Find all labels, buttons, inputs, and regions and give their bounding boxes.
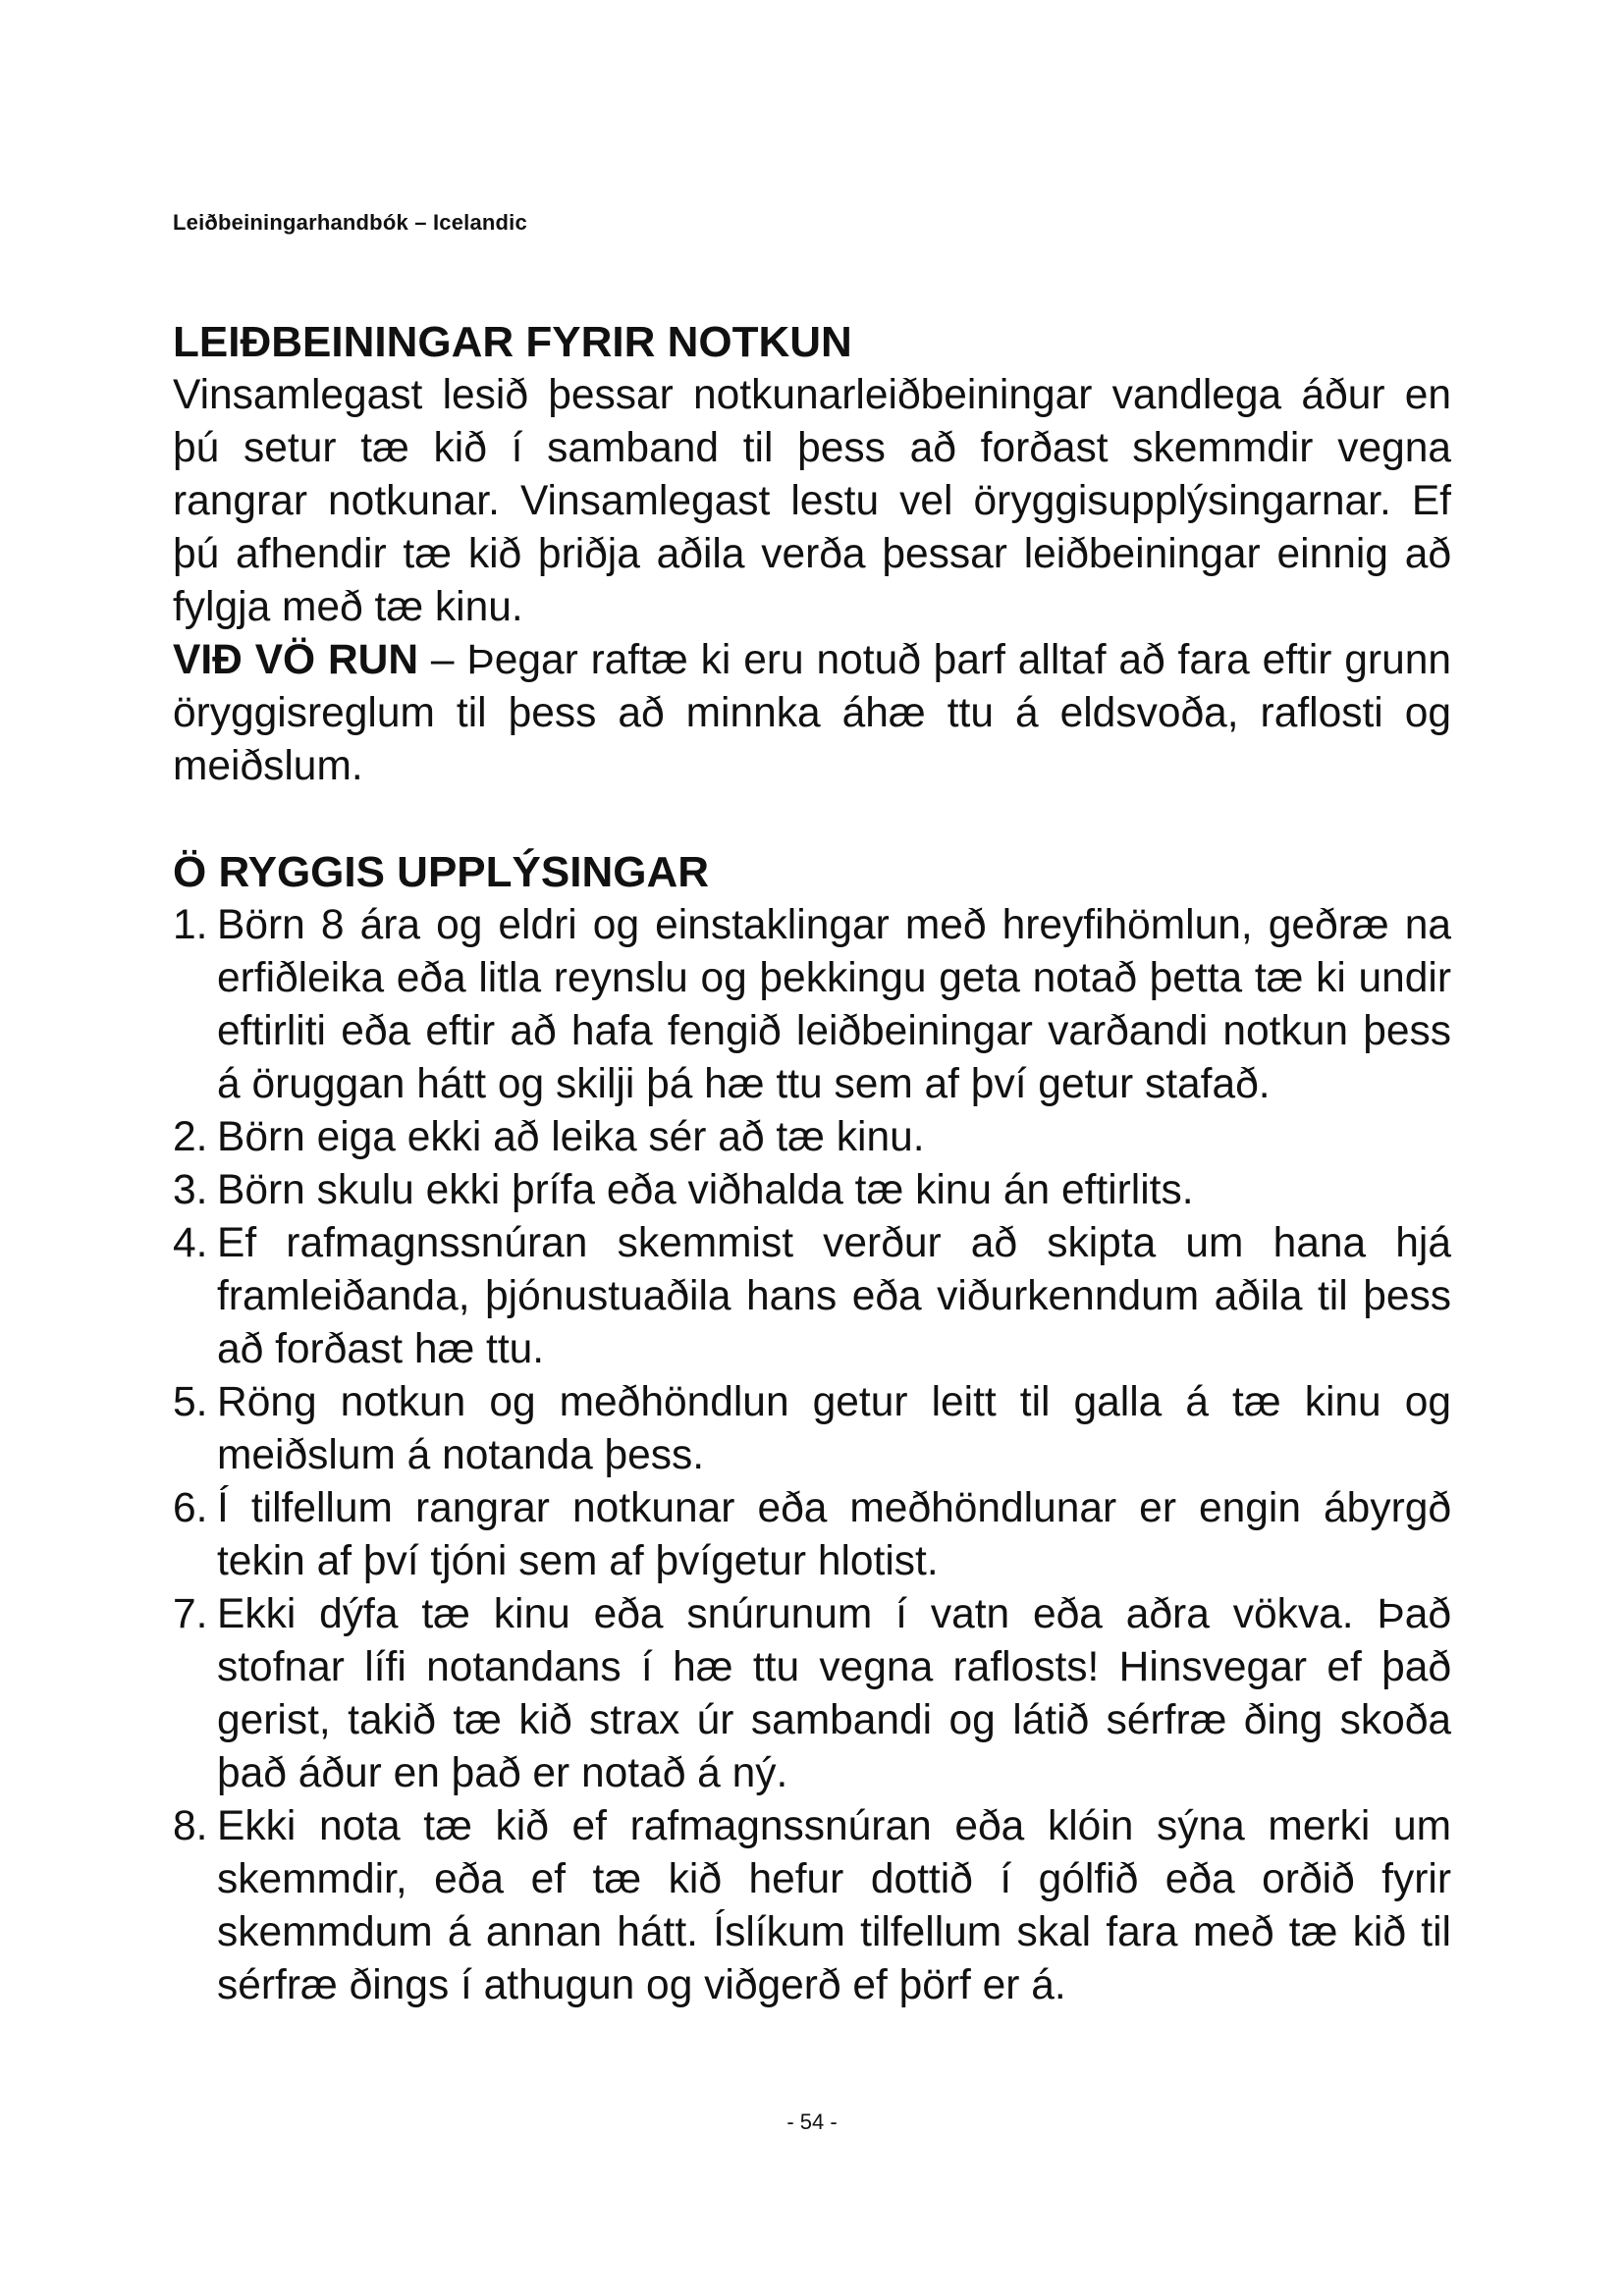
instructions-heading: LEIÐBEININGAR FYRIR NOTKUN	[173, 318, 852, 366]
list-item	[173, 899, 1451, 1111]
list-item-text: Í tilfellum rangrar notkunar eða meðhöndlunar er engin ábyrgð tekin af því tjóni sem af þvígetur hlotist.	[217, 1485, 1451, 1584]
warning-label: VIÐ VÖ RUN	[173, 637, 419, 683]
page-number: - 54 -	[786, 2109, 838, 2134]
list-item-text: Ekki nota tæ kið ef rafmagnssnúran eða klóin sýna merki um skemmdir, eða ef tæ kið hefur dottið í gólfið eða orðið fyrir skemmdum á annan hátt. Íslíkum tilfellum skal fara með tæ kið til sérfræ ðings í athugun og viðgerð ef þörf er á.	[217, 1803, 1451, 2008]
list-item-number: 5.	[173, 1379, 208, 1425]
list-item-number: 3.	[173, 1167, 208, 1213]
list-item-number: 4.	[173, 1220, 208, 1266]
page-content	[173, 316, 1451, 2012]
running-header: Leiðbeiningarhandbók – Icelandic	[173, 210, 527, 235]
list-item-number: 7.	[173, 1591, 208, 1637]
list-item-number: 1.	[173, 902, 208, 948]
safety-list	[173, 899, 1451, 2012]
list-item-text: Ef rafmagnssnúran skemmist verður að skipta um hana hjá framleiðanda, þjónustuaðila hans eða viðurkenndum aðila til þess að forðast hæ ttu.	[217, 1220, 1451, 1372]
list-item-text: Börn 8 ára og eldri og einstaklingar með hreyfihömlun, geðræ na erfiðleika eða litla reynslu og þekkingu geta notað þetta tæ ki undir eftirliti eða eftir að hafa fengið leiðbeiningar varðandi notkun þess á öruggan hátt og skilji þá hæ ttu sem af því getur stafað.	[217, 902, 1451, 1107]
list-item-text: Röng notkun og meðhöndlun getur leitt til galla á tæ kinu og meiðslum á notanda þess.	[217, 1379, 1451, 1478]
list-item	[173, 1111, 1451, 1164]
list-item-number: 2.	[173, 1114, 208, 1160]
list-item-number: 6.	[173, 1485, 208, 1531]
list-item	[173, 1800, 1451, 2012]
list-item-text: Ekki dýfa tæ kinu eða snúrunum í vatn eða aðra vökva. Það stofnar lífi notandans í hæ ttu vegna raflosts! Hinsvegar ef það gerist, takið tæ kið strax úr sambandi og látið sérfræ ðing skoða það áður en það er notað á ný.	[217, 1591, 1451, 1796]
instructions-paragraph	[173, 369, 1451, 793]
list-item	[173, 1217, 1451, 1376]
warning-text: – Þegar raftæ ki eru notuð þarf alltaf að fara eftir grunn öryggisreglum til þess að minnka áhæ ttu á eldsvoða, raflosti og meiðslum.	[173, 637, 1451, 789]
list-item-text: Börn skulu ekki þrífa eða viðhalda tæ kinu án eftirlits.	[217, 1167, 1194, 1213]
safety-heading: Ö RYGGIS UPPLÝSINGAR	[173, 848, 710, 896]
list-item	[173, 1376, 1451, 1482]
list-item-number: 8.	[173, 1803, 208, 1849]
instructions-body: Vinsamlegast lesið þessar notkunarleiðbeiningar vandlega áður en þú setur tæ kið í samband til þess að forðast skemmdir vegna rangrar notkunar. Vinsamlegast lestu vel öryggisupplýsingarnar. Ef þú afhendir tæ kið þriðja aðila verða þessar leiðbeiningar einnig að fylgja með tæ kinu.	[173, 372, 1451, 630]
list-item	[173, 1588, 1451, 1800]
section-spacer	[173, 793, 1451, 846]
list-item	[173, 1164, 1451, 1217]
list-item	[173, 1482, 1451, 1588]
list-item-text: Börn eiga ekki að leika sér að tæ kinu.	[217, 1114, 925, 1160]
